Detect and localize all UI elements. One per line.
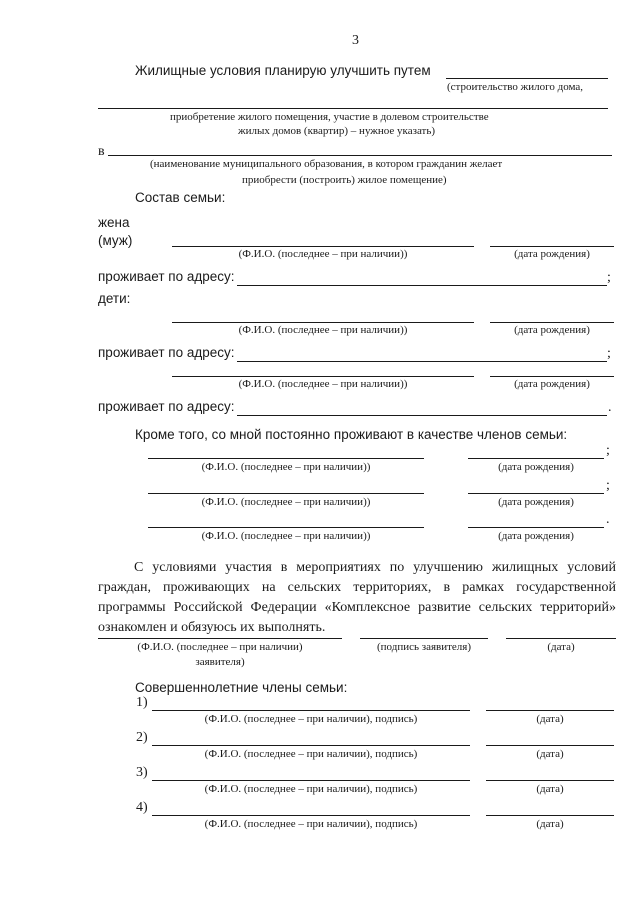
housing-hint-2: приобретение жилого помещения, участие в долевом строительстве [170, 111, 489, 123]
applicant-date-line[interactable] [506, 638, 616, 639]
spouse-fio-line[interactable] [172, 246, 474, 247]
applicant-signature-hint: (подпись заявителя) [376, 641, 472, 653]
resident2-dob-hint: (дата рождения) [498, 496, 574, 508]
adult1-date-hint: (дата) [536, 713, 564, 725]
resident2-fio-line[interactable] [148, 493, 424, 494]
adult-number-3: 3) [136, 765, 148, 780]
spouse-dob-hint: (дата рождения) [514, 248, 590, 260]
adult4-date-hint: (дата) [536, 818, 564, 830]
child1-address-line[interactable] [237, 361, 607, 362]
resident3-fio-line[interactable] [148, 527, 424, 528]
child2-fio-hint: (Ф.И.О. (последнее – при наличии)) [238, 378, 408, 390]
housing-method-line-2[interactable] [98, 108, 608, 109]
applicant-date-hint: (дата) [547, 641, 575, 653]
resident2-dob-line[interactable] [468, 493, 604, 494]
resident1-fio-hint: (Ф.И.О. (последнее – при наличии)) [201, 461, 371, 473]
resident1-fio-line[interactable] [148, 458, 424, 459]
resident1-dob-line[interactable] [468, 458, 604, 459]
family-heading: Состав семьи: [135, 190, 226, 205]
resident1-semicolon: ; [606, 443, 610, 458]
resident1-dob-hint: (дата рождения) [498, 461, 574, 473]
child2-dob-line[interactable] [490, 376, 614, 377]
adult4-fio-line[interactable] [152, 815, 470, 816]
agreement-text: С условиями участия в мероприятиях по улучшению жилищных условий граждан, проживающих на сельских территориях, в рамках государственной программы Российской Федерации «Комплексное развитие сельских территорий» ознакомлен и обязуюсь их выполнять. [98, 560, 616, 635]
adult2-fio-hint: (Ф.И.О. (последнее – при наличии), подпись) [204, 748, 418, 760]
child2-fio-line[interactable] [172, 376, 474, 377]
applicant-fio-line[interactable] [98, 638, 342, 639]
adult2-date-line[interactable] [486, 745, 614, 746]
resident3-dob-hint: (дата рождения) [498, 530, 574, 542]
spouse-dob-line[interactable] [490, 246, 614, 247]
adult2-fio-line[interactable] [152, 745, 470, 746]
resident3-fio-hint: (Ф.И.О. (последнее – при наличии)) [201, 530, 371, 542]
child1-dob-line[interactable] [490, 322, 614, 323]
municipality-line[interactable] [108, 155, 612, 156]
child2-address-label: проживает по адресу: [98, 399, 235, 414]
spouse-fio-hint: (Ф.И.О. (последнее – при наличии)) [238, 248, 408, 260]
housing-hint-1: (строительство жилого дома, [447, 81, 583, 93]
resident3-period: . [606, 512, 610, 527]
spouse-address-semicolon: ; [607, 270, 611, 285]
applicant-fio-hint-1: (Ф.И.О. (последнее – при наличии) [137, 641, 303, 653]
adult-number-1: 1) [136, 695, 148, 710]
housing-intro: Жилищные условия планирую улучшить путем [135, 63, 431, 78]
child1-address-label: проживает по адресу: [98, 345, 235, 360]
housing-hint-3: жилых домов (квартир) – нужное указать) [238, 125, 436, 137]
adult-number-4: 4) [136, 800, 148, 815]
applicant-signature-line[interactable] [360, 638, 488, 639]
spouse-address-label: проживает по адресу: [98, 269, 235, 284]
adults-heading: Совершеннолетние члены семьи: [135, 680, 348, 695]
adult1-fio-hint: (Ф.И.О. (последнее – при наличии), подпись) [204, 713, 418, 725]
adult-number-2: 2) [136, 730, 148, 745]
resident2-semicolon: ; [606, 478, 610, 493]
child1-fio-line[interactable] [172, 322, 474, 323]
adult3-date-line[interactable] [486, 780, 614, 781]
residents-intro: Кроме того, со мной постоянно проживают в качестве членов семьи: [135, 427, 568, 442]
page-number: 3 [352, 33, 359, 48]
spouse-address-line[interactable] [237, 285, 607, 286]
adult3-fio-hint: (Ф.И.О. (последнее – при наличии), подпись) [204, 783, 418, 795]
adult4-fio-hint: (Ф.И.О. (последнее – при наличии), подпись) [204, 818, 418, 830]
adult1-date-line[interactable] [486, 710, 614, 711]
spouse-label-1: жена [98, 215, 130, 230]
spouse-label-2: (муж) [98, 233, 133, 248]
municipality-hint-2: приобрести (построить) жилое помещение) [242, 174, 447, 186]
adult1-fio-line[interactable] [152, 710, 470, 711]
adult3-fio-line[interactable] [152, 780, 470, 781]
child2-address-period: . [608, 400, 612, 415]
child2-dob-hint: (дата рождения) [514, 378, 590, 390]
child2-address-line[interactable] [237, 415, 607, 416]
housing-method-line[interactable] [446, 78, 608, 79]
adult4-date-line[interactable] [486, 815, 614, 816]
children-label: дети: [98, 291, 131, 306]
child1-fio-hint: (Ф.И.О. (последнее – при наличии)) [238, 324, 408, 336]
child1-dob-hint: (дата рождения) [514, 324, 590, 336]
adult2-date-hint: (дата) [536, 748, 564, 760]
municipality-prefix: в [98, 144, 105, 159]
child1-address-semicolon: ; [607, 346, 611, 361]
applicant-fio-hint-2: заявителя) [195, 656, 245, 668]
adult3-date-hint: (дата) [536, 783, 564, 795]
resident3-dob-line[interactable] [468, 527, 604, 528]
municipality-hint-1: (наименование муниципального образования, в котором гражданин желает [150, 158, 503, 170]
resident2-fio-hint: (Ф.И.О. (последнее – при наличии)) [201, 496, 371, 508]
